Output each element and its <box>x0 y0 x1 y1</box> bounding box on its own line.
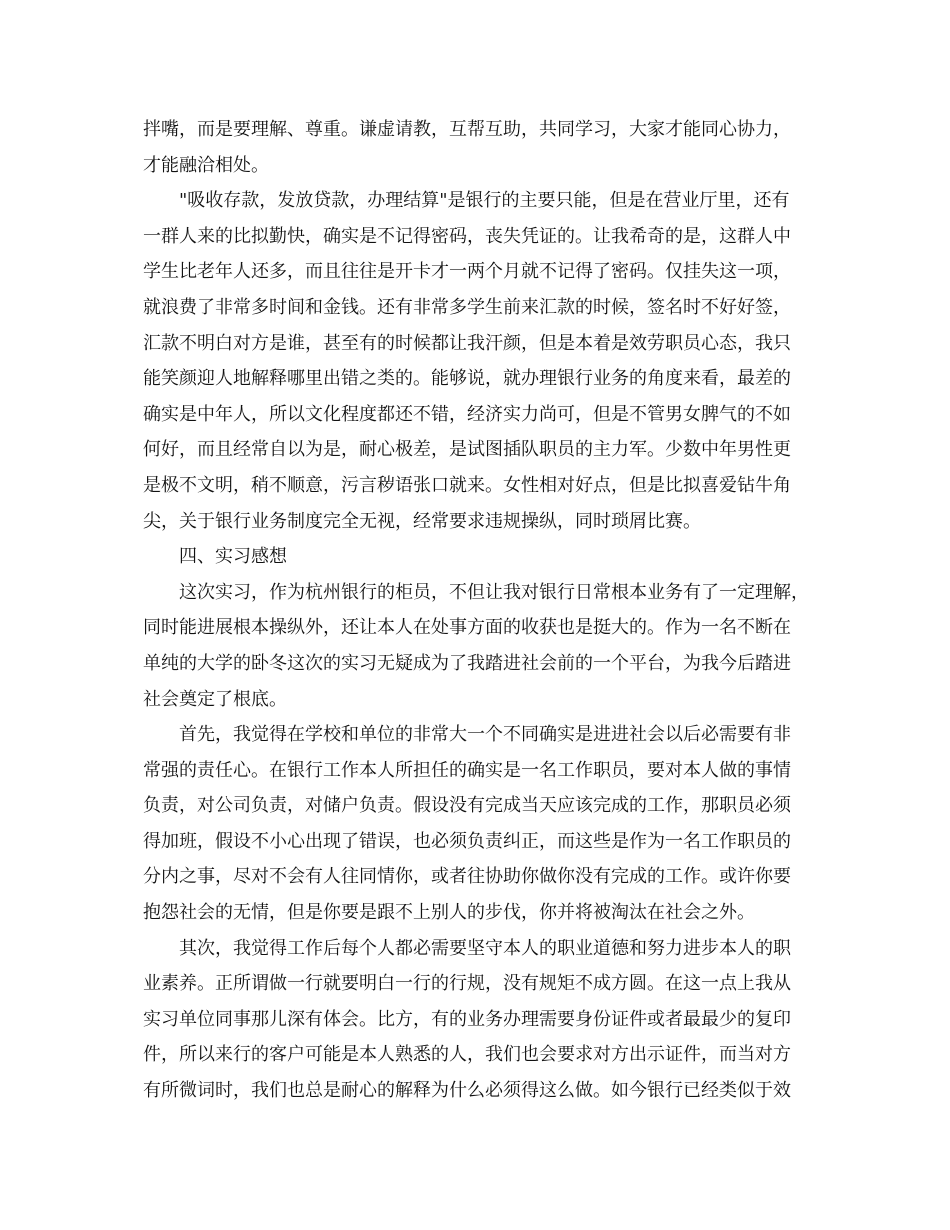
text-line: 就浪费了非常多时间和金钱。还有非常多学生前来汇款的时候，签名时不好好签， <box>143 296 791 318</box>
text-line: 负责，对公司负责，对储户负责。假设没有完成当天应该完成的工作，那职员必须 <box>143 795 791 817</box>
text-line: 社会奠定了根底。 <box>143 688 287 710</box>
text-line: 其次，我觉得工作后每个人都必需要坚守本人的职业道德和努力进步本人的职 <box>179 937 791 959</box>
text-line: 单纯的大学的卧冬这次的实习无疑成为了我踏进社会前的一个平台，为我今后踏进 <box>143 652 791 674</box>
text-line: "吸收存款，发放贷款，办理结算"是银行的主要只能，但是在营业厅里，还有 <box>179 190 790 212</box>
text-line: 学生比老年人还多，而且往往是开卡才一两个月就不记得了密码。仅挂失这一项， <box>143 261 791 283</box>
text-line: 能笑颜迎人地解释哪里出错之类的。能够说，就办理银行业务的角度来看，最差的 <box>143 368 791 390</box>
text-line: 是极不文明，稍不顺意，污言秽语张口就来。女性相对好点，但是比拟喜爱钻牛角 <box>143 474 791 496</box>
text-line: 一群人来的比拟勤快，确实是不记得密码，丧失凭证的。让我希奇的是，这群人中 <box>143 225 791 247</box>
text-line: 这次实习，作为杭州银行的柜员，不但让我对银行日常根本业务有了一定理解， <box>179 581 809 603</box>
text-line: 件，所以来行的客户可能是本人熟悉的人，我们也会要求对方出示证件，而当对方 <box>143 1044 791 1066</box>
text-line: 有所微词时，我们也总是耐心的解释为什么必须得这么做。如今银行已经类似于效 <box>143 1080 791 1102</box>
text-line: 尖，关于银行业务制度完全无视，经常要求违规操纵，同时琐屑比赛。 <box>143 510 701 532</box>
text-line: 得加班，假设不小心出现了错误，也必须负责纠正，而这些是作为一名工作职员的 <box>143 830 791 852</box>
text-line: 常强的责任心。在银行工作本人所担任的确实是一名工作职员，要对本人做的事情 <box>143 759 791 781</box>
text-line: 抱怨社会的无情，但是你要是跟不上别人的步伐，你并将被淘汰在社会之外。 <box>143 902 755 924</box>
text-line: 分内之事，尽对不会有人往同情你，或者往协助你做你没有完成的工作。或许你要 <box>143 866 791 888</box>
text-line: 首先，我觉得在学校和单位的非常大一个不同确实是进进社会以后必需要有非 <box>179 724 791 746</box>
text-line: 汇款不明白对方是谁，甚至有的时候都让我汗颜，但是本着是效劳职员心态，我只 <box>143 332 791 354</box>
text-line: 四、实习感想 <box>179 546 287 568</box>
text-line: 才能融洽相处。 <box>143 154 269 176</box>
text-line: 业素养。正所谓做一行就要明白一行的行规，没有规矩不成方圆。在这一点上我从 <box>143 973 791 995</box>
text-line: 确实是中年人，所以文化程度都还不错，经济实力尚可，但是不管男女脾气的不如 <box>143 403 791 425</box>
text-line: 何好，而且经常自以为是，耐心极差，是试图插队职员的主力军。少数中年男性更 <box>143 439 791 461</box>
text-line: 实习单位同事那儿深有体会。比方，有的业务办理需要身份证件或者最最少的复印 <box>143 1008 791 1030</box>
text-line: 拌嘴，而是要理解、尊重。谦虚请教，互帮互助，共同学习，大家才能同心协力， <box>143 119 791 140</box>
document-body <box>143 112 823 1109</box>
text-line: 同时能进展根本操纵外，还让本人在处事方面的收获也是挺大的。作为一名不断在 <box>143 617 791 639</box>
